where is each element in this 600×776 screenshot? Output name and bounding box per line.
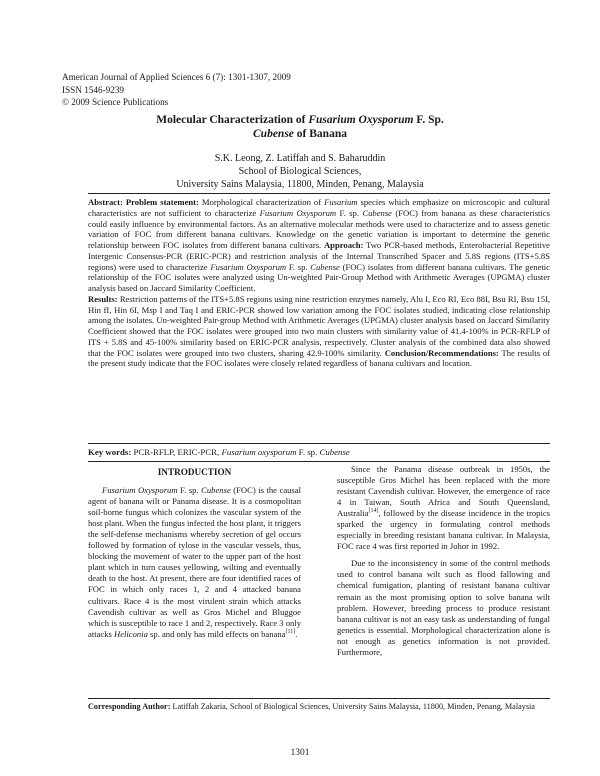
author-names: S.K. Leong, Z. Latiffah and S. Baharuddin: [214, 153, 386, 164]
column-right: [337, 464, 550, 658]
corresponding-author: Corresponding Author: Latiffah Zakaria, School of Biological Sciences, University Sains Malaysia, 11800, Minden, Penang, Malaysia: [88, 702, 535, 711]
column-left: [88, 464, 301, 640]
keywords: Key words: PCR-RFLP, ERIC-PCR, Fusarium oxysporum F. sp. Cubense: [88, 447, 350, 457]
abstract-bottom-rule: [88, 443, 550, 444]
footer-rule: [88, 698, 550, 699]
page-number: 1301: [290, 748, 310, 758]
journal-header: [62, 71, 291, 109]
affiliation-school: School of Biological Sciences,: [238, 166, 362, 177]
copyright: © 2009 Science Publications: [62, 97, 169, 107]
section-heading-introduction: INTRODUCTION: [157, 467, 232, 477]
issn: ISSN 1546-9239: [62, 84, 125, 95]
intro-paragraph-2: Since the Panama disease outbreak in 1950s, the susceptible Gros Michel has been replaced with the more resistant Cavendish cultivar. However, the emergence of race 4 in Taiwan, South Africa and South Queensland, Australia[14], followed by the disease incidence in the tropics sparked the urgency in formulating control methods especially in breeding resistant banana cultivar. In Malaysia, FOC race 4 was first reported in Johor in 1992.: [337, 464, 550, 552]
intro-paragraph-3: Due to the inconsistency in some of the control methods used to control banana wilt such as flood fallowing and chemical fumigation, planting of resistant banana cultivar remain as the most promising option to solve banana wilt problem. However, breeding process to produce resistant banana cultivar is not an easy task as understanding of fungal genetics is essential. Morphological characterization alone is not enough as genetics information is not provided. Furthermore,: [337, 558, 550, 657]
paper-title: Molecular Characterization of Fusarium Oxysporum F. Sp. Cubense of Banana: [156, 114, 444, 140]
abstract-top-rule: [88, 193, 550, 194]
affiliation-university: University Sains Malaysia, 11800, Minden, Penang, Malaysia: [176, 179, 424, 190]
keywords-rule: [88, 461, 550, 462]
intro-paragraph-1: Fusarium Oxysporum F. sp. Cubense (FOC) is the causal agent of banana wilt or Panama disease. It is a cosmopolitan soil-borne fungus which colonizes the vascular system of the host plant. When the fungus infected the host plant, it triggers the self-defense mechanisms whereby secretion of gel occurs followed by formation of tylose in the vascular vessels, thus, blocking the movement of water to the upper part of the host plant which in turn causes yellowing, wilting and eventually death to the host. At present, there are four identified races of FOC in which only races 1, 2 and 4 attacked banana cultivars. Race 4 is the most virulent strain which attacks Cavendish cultivar as well as Gros Michel and Bluggoe which is susceptible to race 1 and 2, respectively. Race 3 only attacks Heliconia sp. and only has mild effects on banana[11].: [88, 485, 301, 639]
author-block: [0, 152, 600, 191]
abstract: Abstract: Problem statement: Morphological characterization of Fusarium species which emphasize on microscopic and cultural characteristics are not sufficient to characterize Fusarium Oxysporum F. sp. Cubense (FOC) from banana as these characteristics could easily influence by environmental factors. As an alternative molecular methods were used to characterize and to assess genetic variation of FOC from different banana cultivars. Knowledge on the genetic variation is important to determine the genetic relationship between FOC isolates from different banana cultivars. Approach: Two PCR-based methods, Enterobacterial Repetitive Intergenic Consensus-PCR (ERIC-PCR) and restriction analysis of the Internal Transcribed Spacer and 5.8S regions (ITS+5.8S regions) were used to characterize Fusarium Oxysporum F. sp. Cubense (FOC) isolates from different banana cultivars. The genetic relationship of the FOC isolates were analyzed using Un-weighted Pair-Group Method with Arithmetic Averages (UPGMA) cluster analysis based on Jaccard Similarity Coefficient. Results: Restriction patterns of the ITS+5.8S regions using nine restriction enzymes namely, Alu I, Eco RI, Eco 88I, Bsu RI, Bsu 15I, Hin fI, Hin 6I, Msp I and Taq I and ERIC-PCR showed low variation among the FOC isolates studied, indicating close relationship among the isolates. Un-weighted Pair-group Method with Arithmetic Averages (UPGMA) cluster analysis based on Jaccard Similarity Coefficient showed that the FOC isolates were grouped into two main clusters with similarity value of 41.4-100% in PCR-RFLP of ITS + 5.8S and 45-100% similarity based on ERIC-PCR analysis, respectively. Cluster analysis of the combined data also showed that the FOC isolates were grouped into two clusters, sharing 42.9-100% similarity. Conclusion/Recommendations: The results of the present study indicate that the FOC isolates were closely related regardless of banana cultivars and location.: [88, 197, 550, 369]
journal-citation: American Journal of Applied Sciences 6 (7): 1301-1307, 2009: [62, 72, 291, 82]
